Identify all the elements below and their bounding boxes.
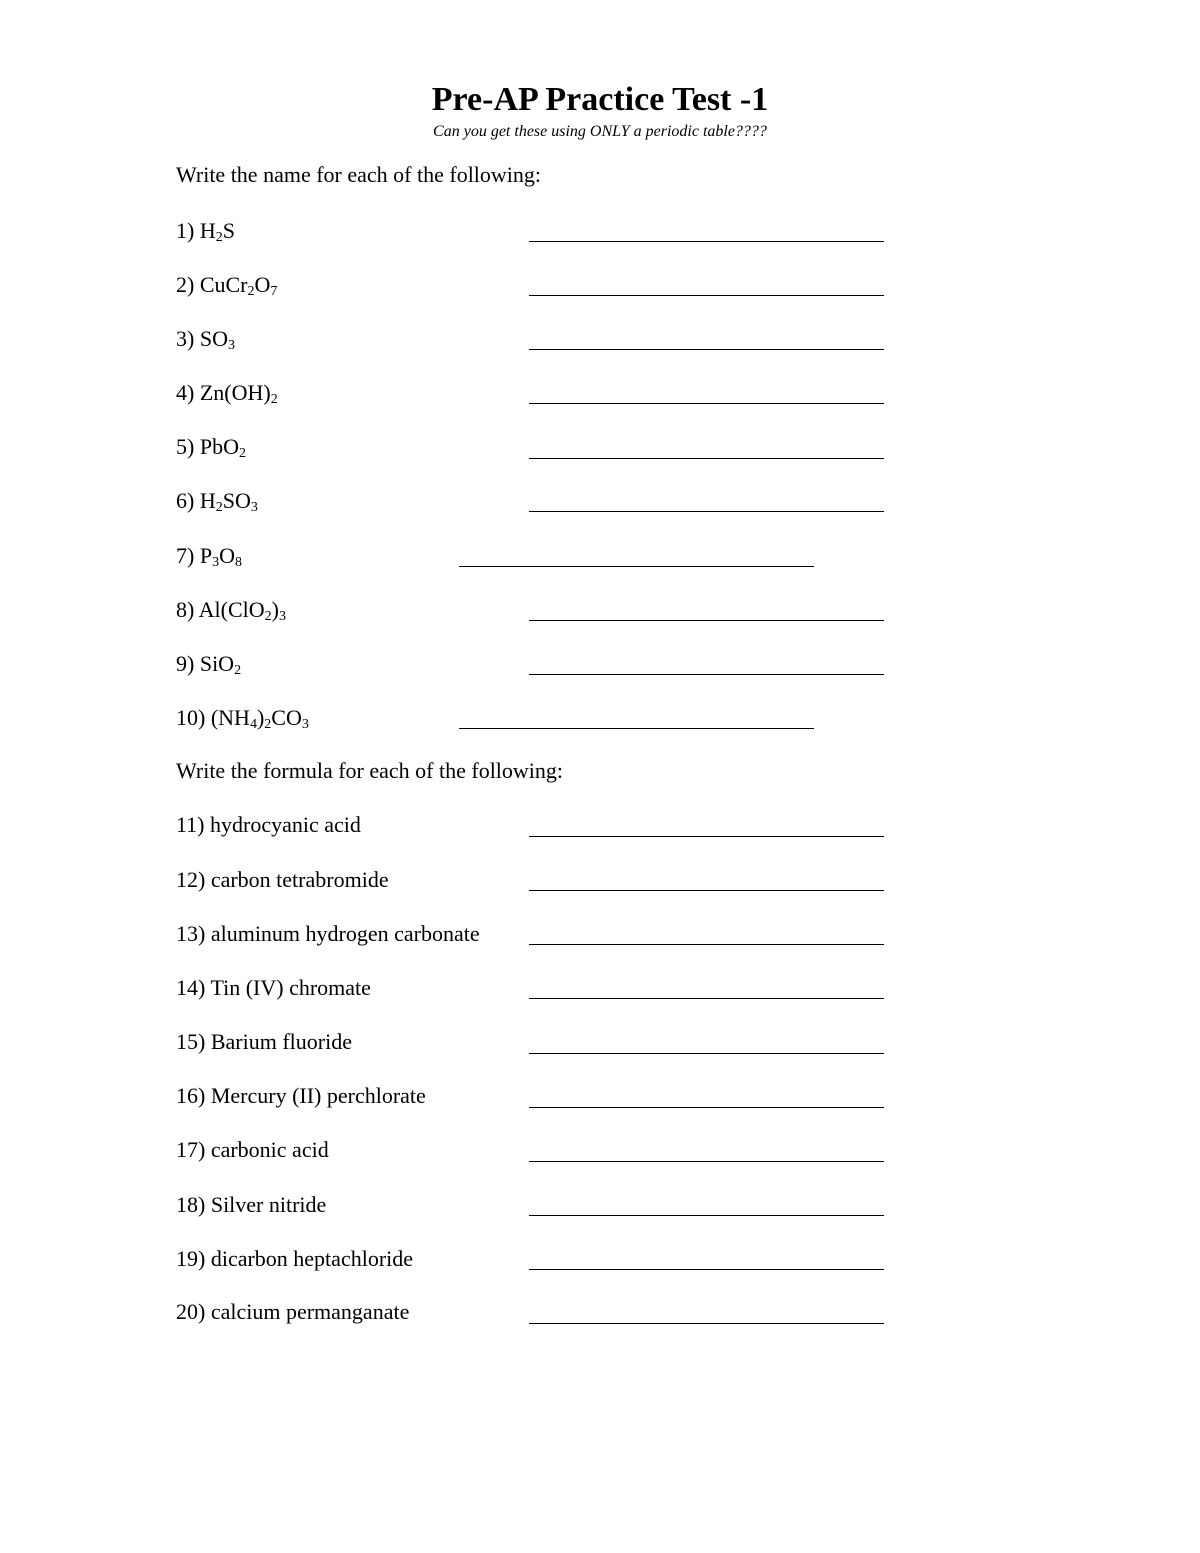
question-number: 19): [176, 1246, 206, 1271]
question-17: [176, 1137, 329, 1163]
formula-text: H: [199, 488, 216, 513]
chemical-formula: [200, 380, 278, 405]
formula-subscript: 3: [278, 609, 286, 624]
compound-name: carbonic acid: [210, 1137, 329, 1162]
answer-line[interactable]: [529, 1053, 884, 1054]
formula-text: O: [254, 272, 271, 297]
answer-line[interactable]: [529, 674, 884, 675]
compound-name: Tin (IV) chromate: [210, 975, 371, 1000]
chemical-formula: [200, 272, 278, 297]
chemical-formula: [199, 597, 286, 622]
question-number: 7): [176, 543, 195, 568]
compound-name: Mercury (II) perchlorate: [210, 1083, 426, 1108]
formula-text: ): [256, 705, 265, 730]
question-13: [176, 921, 480, 947]
question-number: 13): [176, 921, 206, 946]
formula-subscript: 4: [249, 717, 257, 732]
question-19: [176, 1246, 413, 1272]
formula-subscript: 2: [215, 230, 223, 245]
formula-subscript: 3: [227, 338, 235, 353]
compound-name: hydrocyanic acid: [210, 812, 361, 837]
question-15: [176, 1029, 352, 1055]
compound-name: Silver nitride: [210, 1192, 327, 1217]
compound-name: dicarbon heptachloride: [210, 1246, 414, 1271]
answer-line[interactable]: [529, 620, 884, 621]
question-18: [176, 1192, 326, 1218]
formula-text: (NH: [210, 705, 250, 730]
question-number: 3): [176, 326, 195, 351]
formula-subscript: 3: [212, 555, 220, 570]
answer-line[interactable]: [529, 1323, 884, 1324]
answer-line[interactable]: [529, 458, 884, 459]
answer-line[interactable]: [529, 349, 884, 350]
compound-name: calcium permanganate: [210, 1299, 410, 1324]
answer-line[interactable]: [529, 403, 884, 404]
section-1-instruction: Write the name for each of the following:: [176, 162, 542, 187]
question-number: 16): [176, 1083, 206, 1108]
formula-text: O: [219, 543, 235, 568]
question-number: 9): [176, 651, 195, 676]
question-12: [176, 867, 389, 893]
answer-line[interactable]: [459, 566, 814, 567]
question-number: 8): [176, 597, 195, 622]
question-number: 6): [176, 488, 195, 513]
formula-subscript: 3: [301, 717, 309, 732]
formula-text: Al(ClO: [198, 597, 265, 622]
question-number: 11): [176, 812, 205, 837]
compound-name: carbon tetrabromide: [210, 867, 389, 892]
answer-line[interactable]: [529, 1107, 884, 1108]
formula-text: PbO: [199, 434, 239, 459]
formula-text: SiO: [199, 651, 235, 676]
answer-line[interactable]: [529, 1215, 884, 1216]
question-number: 10): [176, 705, 206, 730]
answer-line[interactable]: [529, 890, 884, 891]
chemical-formula: [200, 651, 241, 676]
answer-line[interactable]: [529, 944, 884, 945]
formula-text: H: [199, 218, 216, 243]
answer-line[interactable]: [459, 728, 814, 729]
formula-subscript: 2: [238, 446, 246, 461]
chemical-formula: [200, 218, 235, 243]
question-number: 15): [176, 1029, 206, 1054]
question-number: 14): [176, 975, 206, 1000]
question-10: [176, 705, 309, 731]
question-16: [176, 1083, 426, 1109]
answer-line[interactable]: [529, 836, 884, 837]
formula-subscript: 8: [234, 555, 242, 570]
question-6: [176, 488, 258, 514]
formula-subscript: 7: [270, 284, 278, 299]
formula-text: S: [222, 218, 235, 243]
question-number: 18): [176, 1192, 206, 1217]
formula-text: SO: [199, 326, 228, 351]
answer-line[interactable]: [529, 295, 884, 296]
question-7: [176, 543, 242, 569]
question-20: [176, 1299, 409, 1325]
formula-text: ): [271, 597, 279, 622]
answer-line[interactable]: [529, 998, 884, 999]
question-5: [176, 434, 246, 460]
page-subtitle: Can you get these using ONLY a periodic table????: [433, 123, 767, 140]
question-number: 1): [176, 218, 195, 243]
question-4: [176, 380, 278, 406]
chemical-formula: [200, 543, 242, 568]
compound-name: Barium fluoride: [210, 1029, 352, 1054]
question-9: [176, 651, 241, 677]
question-14: [176, 975, 371, 1001]
question-8: [176, 597, 286, 623]
formula-subscript: 2: [264, 609, 272, 624]
compound-name: aluminum hydrogen carbonate: [210, 921, 480, 946]
formula-text: P: [199, 543, 213, 568]
formula-subscript: 2: [234, 663, 242, 678]
formula-subscript: 2: [215, 500, 223, 515]
formula-subscript: 2: [270, 392, 278, 407]
question-2: [176, 272, 277, 298]
question-number: 2): [176, 272, 195, 297]
formula-subscript: 2: [264, 717, 272, 732]
formula-text: SO: [222, 488, 251, 513]
answer-line[interactable]: [529, 1161, 884, 1162]
chemical-formula: [200, 326, 235, 351]
answer-line[interactable]: [529, 511, 884, 512]
answer-line[interactable]: [529, 241, 884, 242]
formula-text: CuCr: [199, 272, 248, 297]
question-number: 17): [176, 1137, 206, 1162]
formula-text: Zn(OH): [199, 380, 271, 405]
chemical-formula: [211, 705, 309, 730]
question-11: [176, 812, 361, 838]
question-number: 5): [176, 434, 195, 459]
answer-line[interactable]: [529, 1269, 884, 1270]
question-number: 12): [176, 867, 206, 892]
section-2-instruction: Write the formula for each of the following:: [176, 758, 564, 783]
formula-text: CO: [271, 705, 302, 730]
question-number: 4): [176, 380, 195, 405]
formula-subscript: 3: [250, 500, 258, 515]
question-number: 20): [176, 1299, 206, 1324]
chemical-formula: [200, 434, 246, 459]
question-1: [176, 218, 235, 244]
page-title: Pre-AP Practice Test -1: [431, 81, 769, 118]
formula-subscript: 2: [247, 284, 255, 299]
question-3: [176, 326, 235, 352]
chemical-formula: [200, 488, 258, 513]
